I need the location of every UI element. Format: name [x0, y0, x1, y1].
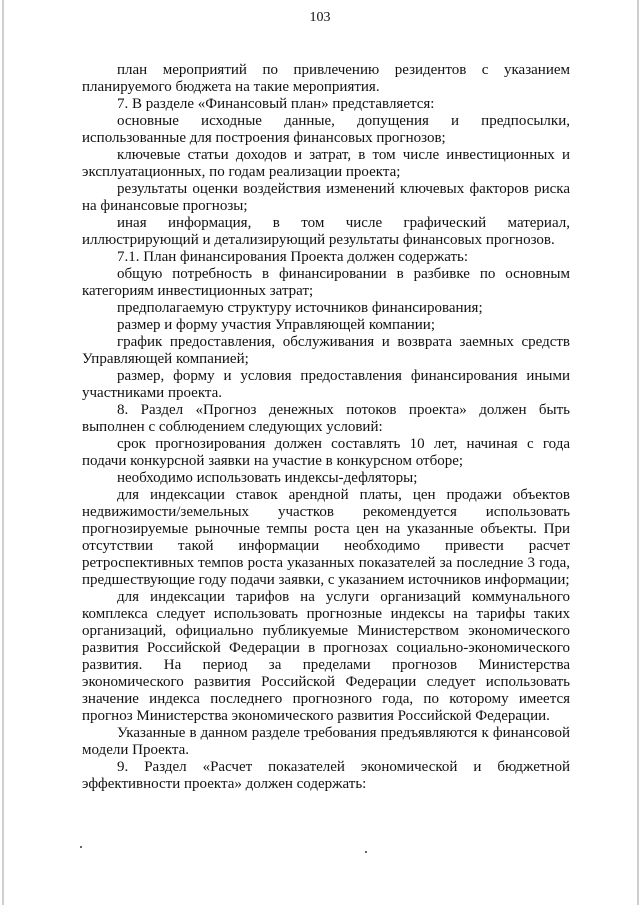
- paragraph: для индексации тарифов на услуги организаций коммунального комплекса следует использовать прогнозные индексы на тарифы таких организаций, официально публикуемые Министерством экономического развития Российской Федерации в прогнозах социально-экономического развития. На период за пределами прогнозов Министерства экономического развития Российской Федерации следует использовать значение индекса последнего прогнозного года, по которому имеется прогноз Министерства экономического развития Российской Федерации.: [82, 589, 570, 724]
- paragraph: график предоставления, обслуживания и возврата заемных средств Управляющей компанией;: [82, 334, 570, 367]
- paragraph: размер, форму и условия предоставления финансирования иными участниками проекта.: [82, 368, 570, 401]
- paragraph: необходимо использовать индексы-дефляторы;: [117, 470, 418, 486]
- paragraph: общую потребность в финансировании в разбивке по основным категориям инвестиционных затрат;: [82, 266, 570, 299]
- scan-edge-left: [2, 0, 4, 905]
- paragraph: результаты оценки воздействия изменений ключевых факторов риска на финансовые прогнозы;: [82, 181, 570, 214]
- scan-speck: [80, 846, 82, 848]
- paragraph: размер и форму участия Управляющей компании;: [117, 317, 435, 333]
- scan-speck: [365, 851, 367, 853]
- scan-edge-right: [637, 0, 639, 905]
- paragraph: Указанные в данном разделе требования предъявляются к финансовой модели Проекта.: [82, 725, 570, 758]
- paragraph: 8. Раздел «Прогноз денежных потоков проекта» должен быть выполнен с соблюдением следующих условий:: [82, 402, 570, 435]
- page-number: 103: [309, 10, 331, 25]
- paragraph: срок прогнозирования должен составлять 10 лет, начиная с года подачи конкурсной заявки на участие в конкурсном отборе;: [82, 436, 570, 469]
- paragraph: 9. Раздел «Расчет показателей экономической и бюджетной эффективности проекта» должен содержать:: [82, 759, 570, 792]
- paragraph: ключевые статьи доходов и затрат, в том числе инвестиционных и эксплуатационных, по годам реализации проекта;: [82, 147, 570, 180]
- paragraph: 7. В разделе «Финансовый план» представляется:: [117, 96, 435, 112]
- paragraph: для индексации ставок арендной платы, цен продажи объектов недвижимости/земельных участков рекомендуется использовать прогнозируемые рыночные темпы роста цен на указанные объекты. При отсутствии такой информации необходимо привести расчет ретроспективных темпов роста указанных показателей за последние 3 года, предшествующие году подачи заявки, с указанием источников информации;: [82, 487, 570, 588]
- paragraph: основные исходные данные, допущения и предпосылки, использованные для построения финансовых прогнозов;: [82, 113, 570, 146]
- paragraph: предполагаемую структуру источников финансирования;: [117, 300, 483, 316]
- paragraph: 7.1. План финансирования Проекта должен содержать:: [117, 249, 469, 265]
- document-body: [82, 62, 570, 793]
- paragraph: иная информация, в том числе графический материал, иллюстрирующий и детализирующий результаты финансовых прогнозов.: [82, 215, 570, 248]
- paragraph: план мероприятий по привлечению резидентов с указанием планируемого бюджета на такие мероприятия.: [82, 62, 570, 95]
